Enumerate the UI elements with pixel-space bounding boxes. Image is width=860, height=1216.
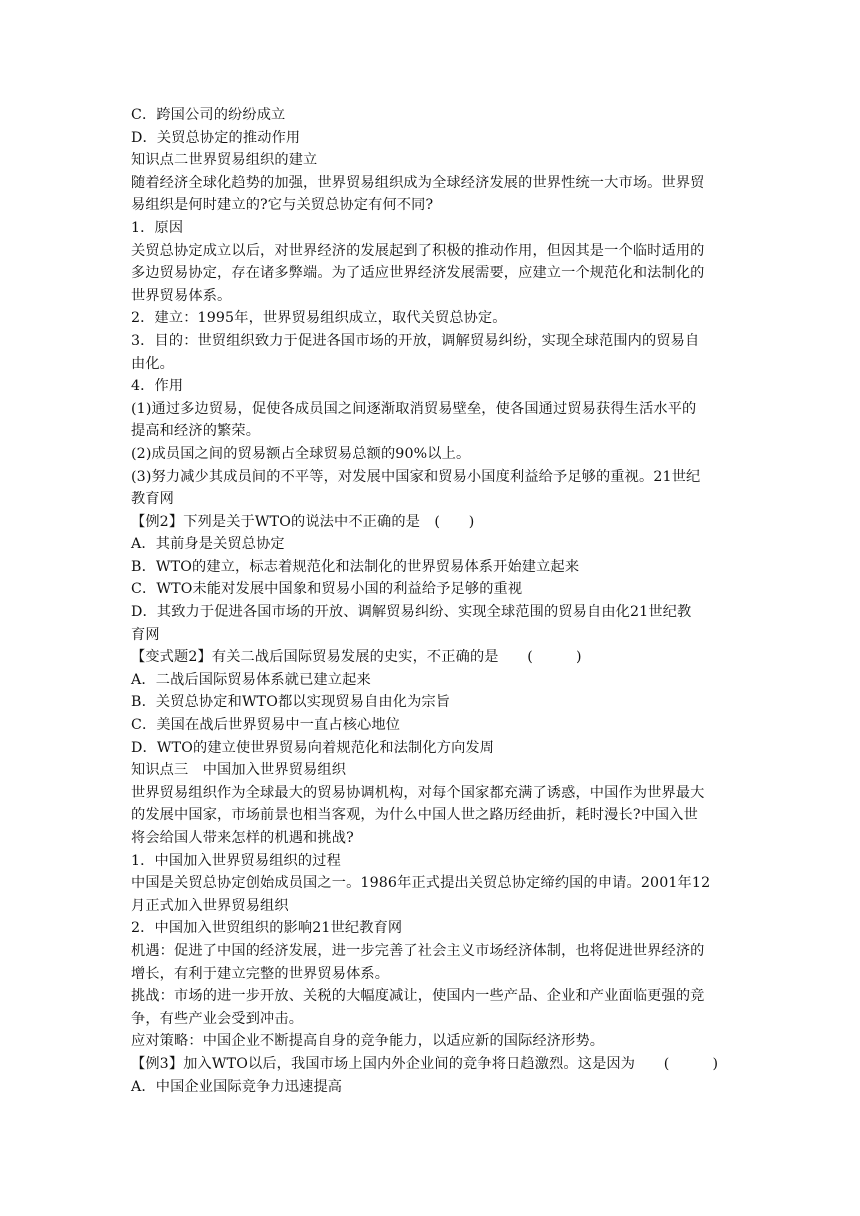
text-line: 多边贸易协定，存在诸多弊端。为了适应世界经济发展需要，应建立一个规范化和法制化的 xyxy=(131,265,705,282)
text-line: C．跨国公司的纷纷成立 xyxy=(131,107,286,123)
text-line: D．其致力于促进各国市场的开放、调解贸易纠纷、实现全球范围的贸易自由化21世纪教 xyxy=(131,604,692,621)
text-line: A．中国企业国际竞争力迅速提高 xyxy=(131,1078,343,1095)
text-line: 知识点二世界贸易组织的建立 xyxy=(131,152,318,169)
text-line: 1．中国加入世界贸易组织的过程 xyxy=(131,852,341,869)
text-line: 2．建立：1995年，世界贸易组织成立，取代关贸总协定。 xyxy=(131,310,507,327)
text-line: 月正式加入世界贸易组织 xyxy=(131,897,289,914)
text-line: D．关贸总协定的推动作用 xyxy=(131,129,301,146)
text-line: C．WTO未能对发展中国象和贸易小国的利益给予足够的重视 xyxy=(131,581,523,598)
text-line: D．WTO的建立使世界贸易向着规范化和法制化方向发周 xyxy=(131,739,495,756)
text-line: B．关贸总协定和WTO都以实现贸易自由化为宗旨 xyxy=(131,694,451,711)
text-line: 育网 xyxy=(131,626,160,643)
text-line: 中国是关贸总协定创始成员国之一。1986年正式提出关贸总协定缔约国的申请。2001年12 xyxy=(131,875,711,892)
text-line: (3)努力减少其成员间的不平等，对发展中国家和贸易小国度利益给予足够的重视。21世纪 xyxy=(131,468,701,485)
text-line: 3．目的：世贸组织致力于促进各国市场的开放，调解贸易纠纷，实现全球范围内的贸易自 xyxy=(131,332,700,349)
text-line: 教育网 xyxy=(131,491,175,508)
text-line: 争，有些产业会受到冲击。 xyxy=(131,1010,304,1027)
text-line: 2．中国加入世贸组织的影响21世纪教育网 xyxy=(131,920,403,937)
text-line: 提高和经济的繁荣。 xyxy=(131,423,261,440)
text-line: 随着经济全球化趋势的加强，世界贸易组织成为全球经济发展的世界性统一大市场。世界贸 xyxy=(131,174,705,191)
text-line: 知识点三 中国加入世界贸易组织 xyxy=(131,762,347,779)
text-line: 挑战：市场的进一步开放、关税的大幅度减让，使国内一些产品、企业和产业面临更强的竞 xyxy=(131,988,705,1005)
text-line: 由化。 xyxy=(131,355,175,372)
text-line: 世界贸易体系。 xyxy=(131,287,232,304)
text-line: 【例2】下列是关于WTO的说法中不正确的是 ( ) xyxy=(131,513,475,530)
text-line: C．美国在战后世界贸易中一直占核心地位 xyxy=(131,717,401,734)
text-line: 应对策略：中国企业不断提高自身的竞争能力，以适应新的国际经济形势。 xyxy=(131,1033,605,1050)
text-line: A．其前身是关贸总协定 xyxy=(131,536,285,553)
text-line: 易组织是何时建立的?它与关贸总协定有何不同? xyxy=(131,197,434,214)
text-line: 【变式题2】有关二战后国际贸易发展的史实，不正确的是 ( ) xyxy=(131,649,582,666)
text-line: (1)通过多边贸易，促使各成员国之间逐渐取消贸易壁垒，使各国通过贸易获得生活水平的 xyxy=(131,400,697,417)
text-line: 将会给国人带来怎样的机遇和挑战? xyxy=(131,830,354,846)
text-line: B．WTO的建立，标志着规范化和法制化的世界贸易体系开始建立起来 xyxy=(131,558,580,575)
text-line: 1．原因 xyxy=(131,219,184,236)
text-line: 关贸总协定成立以后，对世界经济的发展起到了积极的推动作用，但因其是一个临时适用的 xyxy=(131,242,705,259)
text-line: 4．作用 xyxy=(131,378,184,395)
text-line: 【例3】加入WTO以后，我国市场上国内外企业间的竞争将日趋激烈。这是因为 ( ) xyxy=(131,1055,719,1072)
text-line: A．二战后国际贸易体系就已建立起来 xyxy=(131,671,371,688)
text-line: 的发展中国家，市场前景也相当客观，为什么中国人世之路历经曲折，耗时漫长?中国入世 xyxy=(131,807,698,824)
text-line: 机遇：促进了中国的经济发展，进一步完善了社会主义市场经济体制，也将促进世界经济的 xyxy=(131,942,705,959)
text-line: (2)成员国之间的贸易额占全球贸易总额的90%以上。 xyxy=(131,445,471,462)
text-line: 世界贸易组织作为全球最大的贸易协调机构，对每个国家都充满了诱惑，中国作为世界最大 xyxy=(131,784,705,801)
text-line: 增长，有利于建立完整的世界贸易体系。 xyxy=(131,965,390,982)
